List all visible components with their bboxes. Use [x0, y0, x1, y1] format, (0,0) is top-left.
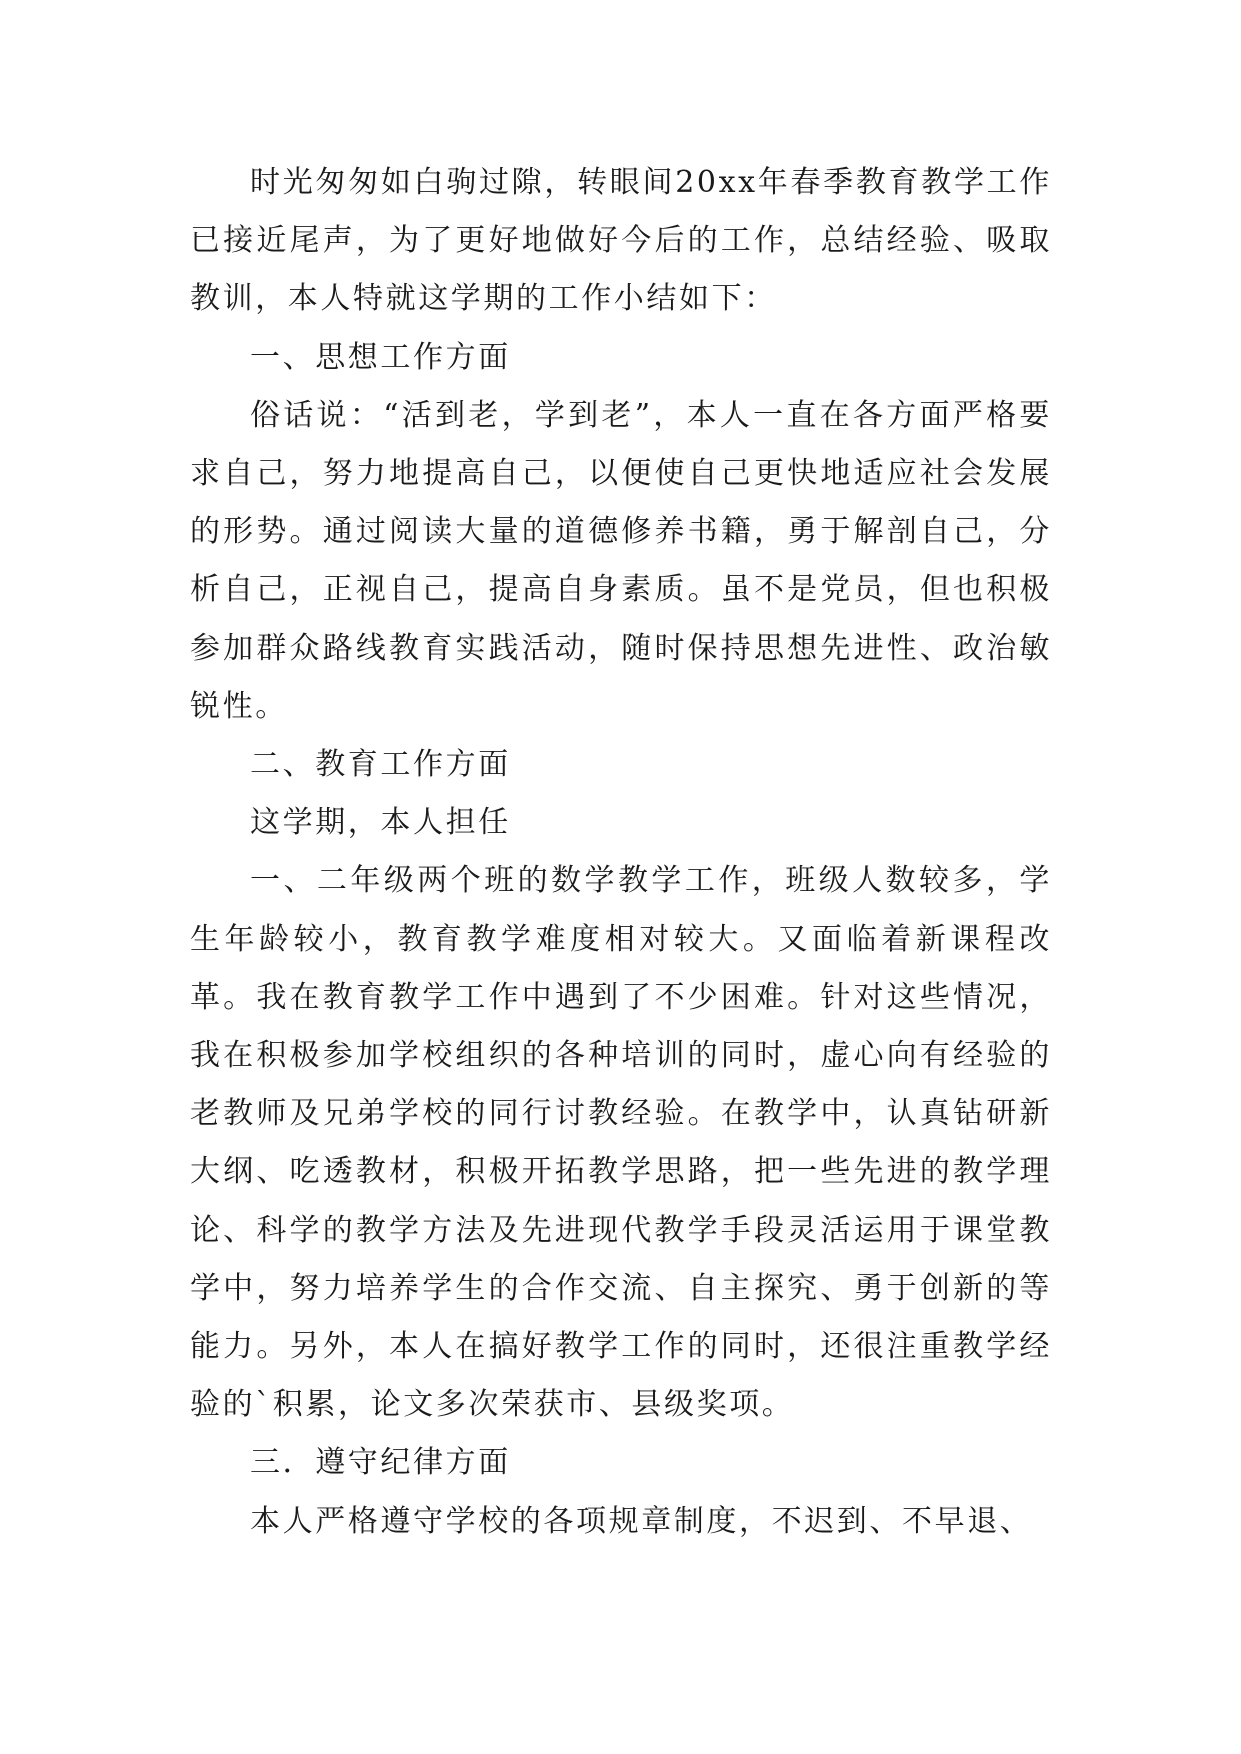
education-intro-line: 这学期，本人担任 [250, 805, 511, 841]
discipline-paragraph: 本人严格遵守学校的各项规章制度，不迟到、不早退、 [250, 1503, 1033, 1539]
section-heading-education: 二、教育工作方面 [250, 747, 511, 783]
section-heading-discipline: 三．遵守纪律方面 [250, 1445, 511, 1481]
document-body [190, 154, 1052, 1551]
education-paragraph: 一、二年级两个班的数学教学工作，班级人数较多，学生年龄较小，教育教学难度相对较大。又面临着新课程改革。我在教育教学工作中遇到了不少困难。针对这些情况，我在积极参加学校组织的各种培训的同时，虚心向有经验的老教师及兄弟学校的同行讨教经验。在教学中，认真钻研新大纲、吃透教材，积极开拓教学思路，把一些先进的教学理论、科学的教学方法及先进现代教学手段灵活运用于课堂教学中，努力培养学生的合作交流、自主探究、勇于创新的等能力。另外，本人在搞好教学工作的同时，还很注重教学经验的`积累，论文多次荣获市、县级奖项。 [190, 863, 1052, 1423]
thought-paragraph: 俗话说：“活到老，学到老”，本人一直在各方面严格要求自己，努力地提高自己，以便使自己更快地适应社会发展的形势。通过阅读大量的道德修养书籍，勇于解剖自己，分析自己，正视自己，提高自身素质。虽不是党员，但也积极参加群众路线教育实践活动，随时保持思想先进性、政治敏锐性。 [190, 397, 1052, 724]
intro-paragraph: 时光匆匆如白驹过隙，转眼间20xx年春季教育教学工作已接近尾声，为了更好地做好今后的工作，总结经验、吸取教训，本人特就这学期的工作小结如下： [190, 165, 1052, 317]
section-heading-thought: 一、思想工作方面 [250, 339, 511, 375]
